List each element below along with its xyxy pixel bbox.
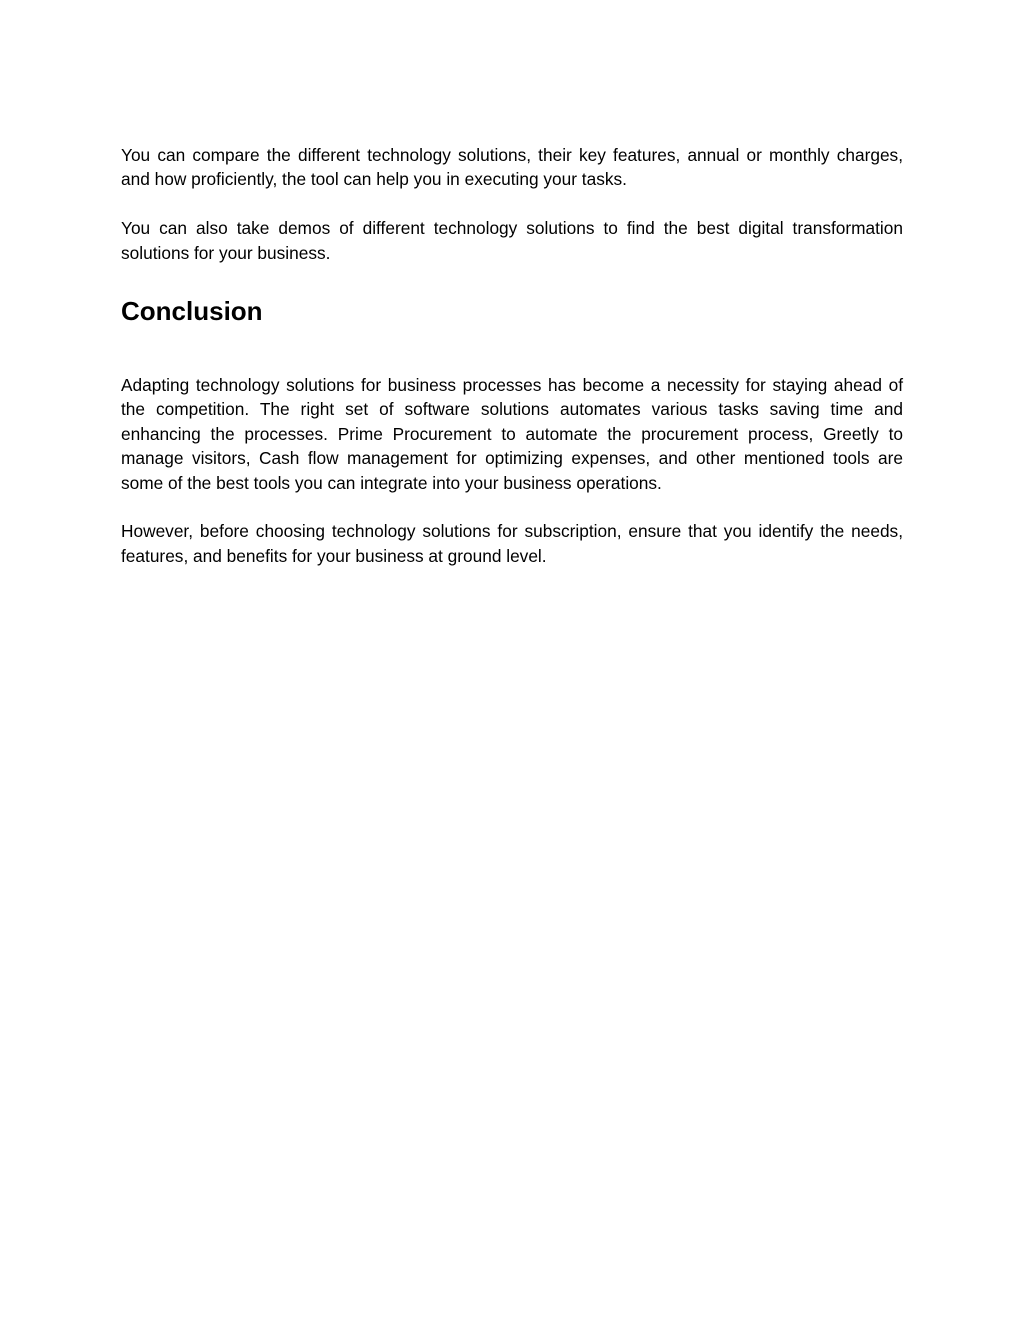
paragraph-take-demos: You can also take demos of different technology solutions to find the best digital transformation solutions for your business. xyxy=(121,218,903,263)
document-body xyxy=(121,143,903,568)
paragraph-conclusion-summary: Adapting technology solutions for business processes has become a necessity for staying ahead of the competition. The right set of software solutions automates various tasks saving time and enhancing the processes. Prime Procurement to automate the procurement process, Greetly to manage visitors, Cash flow management for optimizing expenses, and other mentioned tools are some of the best tools you can integrate into your business operations. xyxy=(121,375,903,493)
paragraph-conclusion-advice: However, before choosing technology solutions for subscription, ensure that you identify the needs, features, and benefits for your business at ground level. xyxy=(121,521,903,566)
paragraph-compare-solutions: You can compare the different technology solutions, their key features, annual or monthly charges, and how proficiently, the tool can help you in executing your tasks. xyxy=(121,145,903,190)
section-heading-conclusion: Conclusion xyxy=(121,296,263,327)
